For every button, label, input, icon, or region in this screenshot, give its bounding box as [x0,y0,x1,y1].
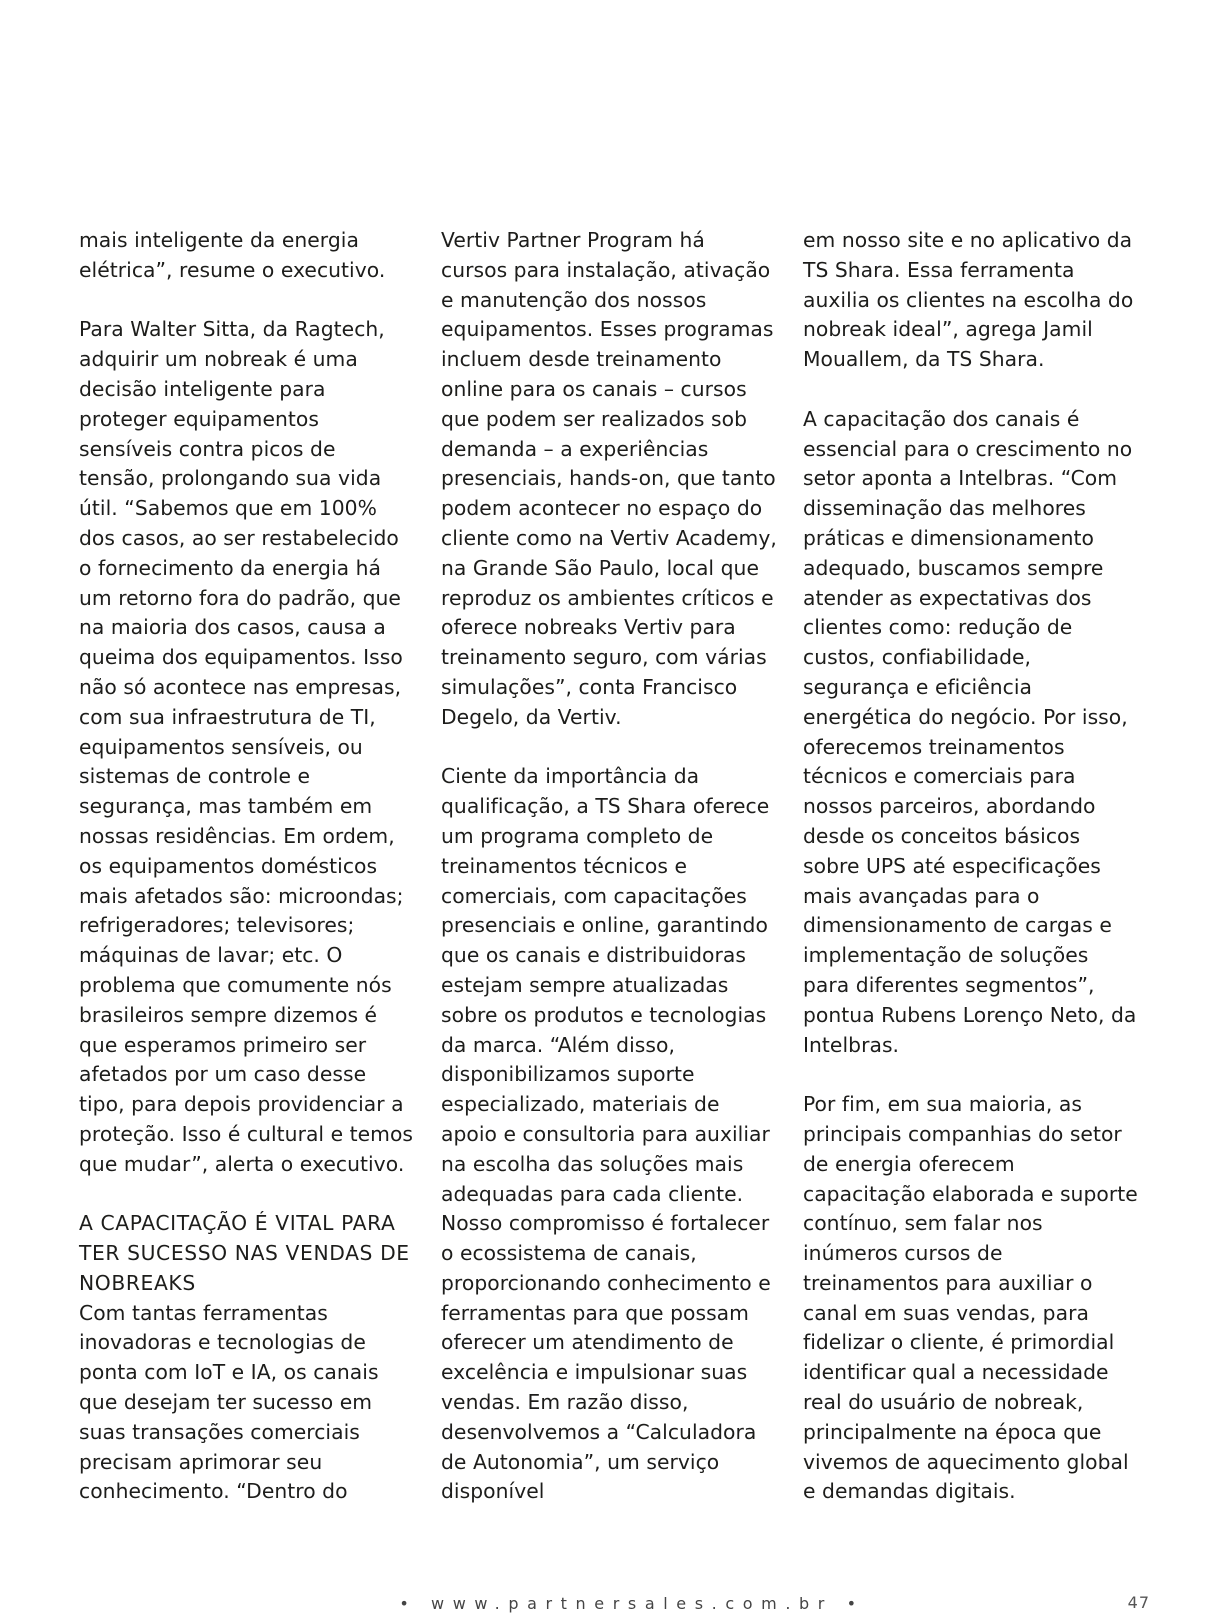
footer-website-url: • www.partnersales.com.br • [399,1594,865,1613]
section-heading: A CAPACITAÇÃO É VITAL PARA TER SUCESSO NAS VENDAS DE NOBREAKS [79,1211,410,1295]
paragraph-ragtech-quote: Para Walter Sitta, da Ragtech, adquirir um nobreak é uma decisão inteligente para proteger equipamentos sensíveis contra picos de tensão, prolongando sua vida útil. “Sabemos que em 100% dos casos, ao ser restabelecido o fornecimento da energia há um retorno fora do padrão, que na maioria dos casos, causa a queima dos equipamentos. Isso não só acontece nas empresas, com sua infraestrutura de TI, equipamentos sensíveis, ou sistemas de controle e segurança, mas também em nossas residências. Em ordem, os equipamentos domésticos mais afetados são: microondas; refrigeradores; televisores; máquinas de lavar; etc. O problema que comumente nós brasileiros sempre dizemos é que esperamos primeiro ser afetados por um caso desse tipo, para depois providenciar a proteção. Isso é cultural e temos que mudar”, alerta o executivo. [79,317,414,1176]
article-column-3 [803,226,1139,1507]
article-column-2 [441,226,777,1507]
section-capacitacao [79,1209,415,1507]
paragraph-ts-shara-tool: em nosso site e no aplicativo da TS Shara. Essa ferramenta auxilia os clientes na escolha do nobreak ideal”, agrega Jamil Mouallem, da TS Shara. [803,228,1134,372]
paragraph-executive-summary: mais inteligente da energia elétrica”, resume o executivo. [79,228,386,282]
paragraph-vertiv-program: Vertiv Partner Program há cursos para instalação, ativação e manutenção dos nossos equipamentos. Esses programas incluem desde treinamento online para os canais – cursos que podem ser realizados sob demanda – a experiências presenciais, hands-on, que tanto podem acontecer no espaço do cliente como na Vertiv Academy, na Grande São Paulo, local que reproduz os ambientes críticos e oferece nobreaks Vertiv para treinamento seguro, com várias simulações”, conta Francisco Degelo, da Vertiv. [441,228,777,729]
page-number: 47 [1127,1593,1150,1612]
paragraph-capacitacao-intro: Com tantas ferramentas inovadoras e tecnologias de ponta com IoT e IA, os canais que desejam ter sucesso em suas transações comerciais precisam aprimorar seu conhecimento. “Dentro do [79,1300,379,1504]
paragraph-ts-shara-training: Ciente da importância da qualificação, a TS Shara oferece um programa completo de treinamentos técnicos e comerciais, com capacitações presenciais e online, garantindo que os canais e distribuidoras estejam sempre atualizadas sobre os produtos e tecnologias da marca. “Além disso, disponibilizamos suporte especializado, materiais de apoio e consultoria para auxiliar na escolha das soluções mais adequadas para cada cliente. Nosso compromisso é fortalecer o ecossistema de canais, proporcionando conhecimento e ferramentas para que possam oferecer um atendimento de excelência e impulsionar suas vendas. Em razão disso, desenvolvemos a “Calculadora de Autonomia”, um serviço disponível [441,764,771,1504]
paragraph-conclusion: Por fim, em sua maioria, as principais companhias do setor de energia oferecem capacitação elaborada e suporte contínuo, sem falar nos inúmeros cursos de treinamentos para auxiliar o canal em suas vendas, para fidelizar o cliente, é primordial identificar qual a necessidade real do usuário de nobreak, principalmente na época que vivemos de aquecimento global e demandas digitais. [803,1092,1138,1504]
paragraph-intelbras-quote: A capacitação dos canais é essencial para o crescimento no setor aponta a Intelbras. “Com disseminação das melhores práticas e dimensionamento adequado, buscamos sempre atender as expectativas dos clientes como: redução de custos, confiabilidade, segurança e eficiência energética do negócio. Por isso, oferecemos treinamentos técnicos e comerciais para nossos parceiros, abordando desde os conceitos básicos sobre UPS até especificações mais avançadas para o dimensionamento de cargas e implementação de soluções para diferentes segmentos”, pontua Rubens Lorenço Neto, da Intelbras. [803,406,1137,1057]
article-column-1 [79,226,415,1507]
